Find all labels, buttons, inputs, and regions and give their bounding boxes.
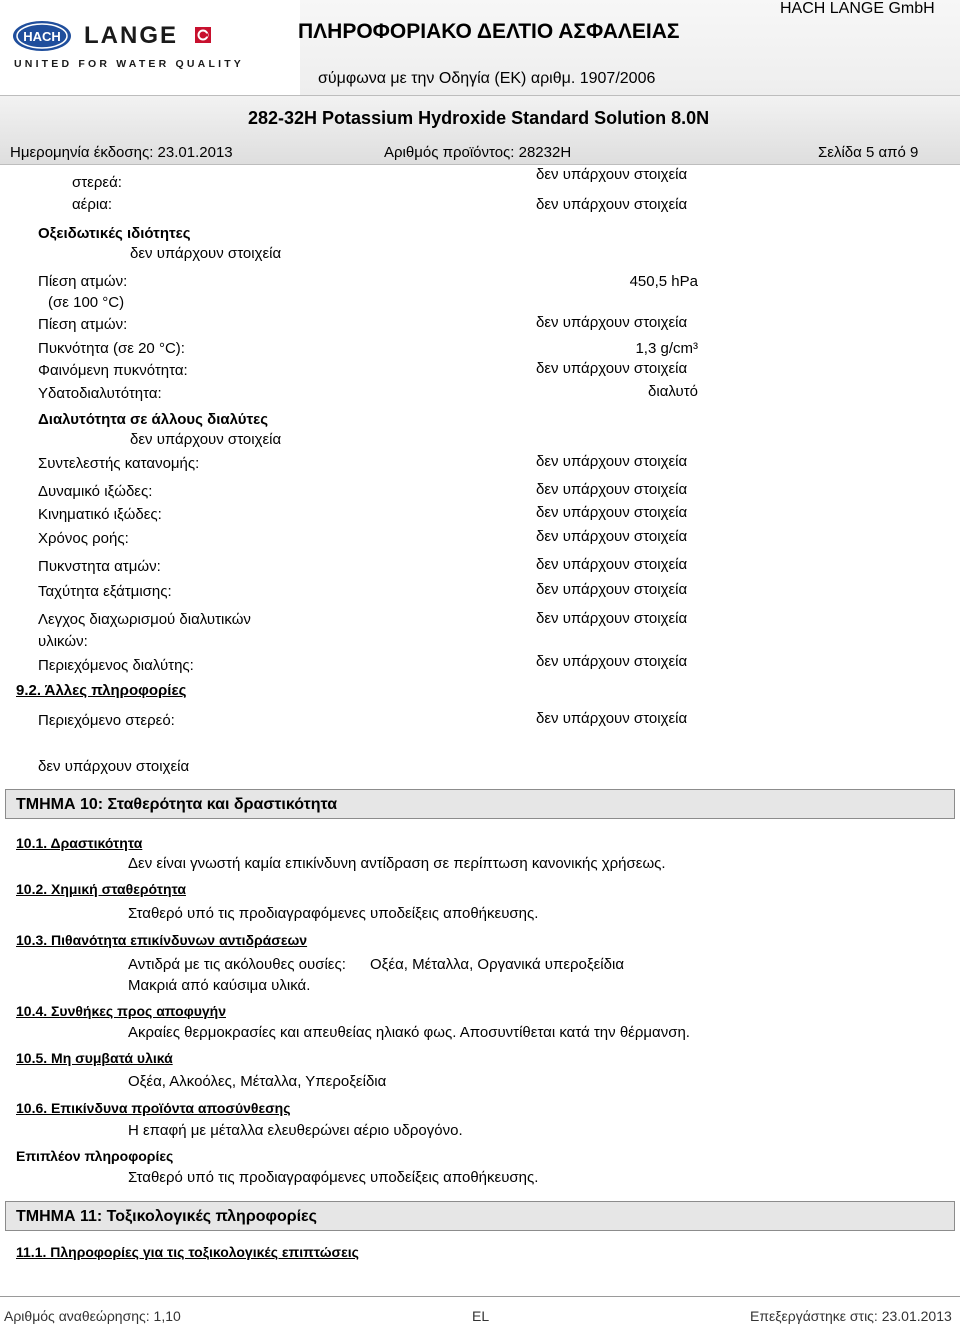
flow-time-label: Χρόνος ροής: — [38, 530, 129, 547]
bulk-density-value: δεν υπάρχουν στοιχεία — [536, 360, 688, 377]
solid-content-value: δεν υπάρχουν στοιχεία — [536, 710, 688, 727]
hach-logo-icon — [12, 20, 72, 52]
evaporation-rate-label: Ταχύτητα εξάτμισης: — [38, 583, 172, 600]
product-name: 282-32H Potassium Hydroxide Standard Solution 8.0N — [248, 108, 710, 128]
lange-mark-icon — [195, 27, 211, 43]
other-solvents-heading: Διαλυτότητα σε άλλους διαλύτες — [38, 411, 269, 428]
vapour-pressure-value: δεν υπάρχουν στοιχεία — [536, 314, 688, 331]
s10-more-text: Σταθερό υπό τις προδιαγραφόμενες υποδείξεις αποθήκευσης. — [128, 1169, 539, 1186]
s10-1-title: 10.1. Δραστικότητα — [16, 835, 143, 851]
s10-3-text-1: Αντιδρά με τις ακόλουθες ουσίες: — [128, 956, 346, 973]
vapour-density-label: Πυκνστητα ατμών: — [38, 558, 161, 575]
vapour-pressure-100-label: Πίεση ατμών: — [38, 273, 128, 290]
s10-6-title: 10.6. Επικίνδυνα προϊόντα αποσύνθεσης — [16, 1100, 291, 1116]
other-solvents-value: δεν υπάρχουν στοιχεία — [130, 431, 282, 448]
document-title: ΠΛΗΡΟΦΟΡΙΑΚΟ ΔΕΛΤΙΟ ΑΣΦΑΛΕΙΑΣ — [298, 20, 680, 43]
separation-test-label: Λεγχος διαχωρισμού διαλυτικών — [38, 611, 251, 628]
density-label: Πυκνότητα (σε 20 °C): — [38, 340, 185, 357]
evaporation-rate-value: δεν υπάρχουν στοιχεία — [536, 581, 688, 598]
page-number: Σελίδα 5 από 9 — [818, 144, 919, 161]
solids-value: δεν υπάρχουν στοιχεία — [536, 166, 688, 183]
bulk-density-label: Φαινόμενη πυκνότητα: — [38, 362, 188, 379]
solid-content-label: Περιεχόμενο στερεό: — [38, 712, 175, 729]
vapour-density-value: δεν υπάρχουν στοιχεία — [536, 556, 688, 573]
gases-value: δεν υπάρχουν στοιχεία — [536, 196, 688, 213]
hach-logo-text: HACH — [23, 29, 61, 44]
s10-5-title: 10.5. Μη συμβατά υλικά — [16, 1050, 173, 1066]
oxidizing-heading: Οξειδωτικές ιδιότητες — [38, 225, 191, 242]
partition-value: δεν υπάρχουν στοιχεία — [536, 453, 688, 470]
section-11-title: ΤΜΗΜΑ 11: Τοξικολογικές πληροφορίες — [16, 1208, 317, 1225]
separation-test-label-2: υλικών: — [38, 633, 88, 650]
vapour-pressure-100-sub: (σε 100 °C) — [48, 294, 125, 311]
solvent-content-label: Περιεχόμενος διαλύτης: — [38, 657, 194, 674]
logo-tagline: UNITED FOR WATER QUALITY — [14, 58, 245, 70]
processed-date: Επεξεργάστηκε στις: 23.01.2013 — [750, 1308, 952, 1324]
kinematic-viscosity-label: Κινηματικό ιξώδες: — [38, 506, 162, 523]
s10-2-text: Σταθερό υπό τις προδιαγραφόμενες υποδείξεις αποθήκευσης. — [128, 905, 539, 922]
s11-1-title: 11.1. Πληροφορίες για τις τοξικολογικές επιπτώσεις — [16, 1244, 359, 1260]
section-11-bar — [5, 1201, 955, 1231]
language-code: EL — [472, 1308, 490, 1324]
s10-6-text: Η επαφή με μέταλλα ελευθερώνει αέριο υδρογόνο. — [128, 1122, 463, 1139]
lange-logo-text: LANGE — [84, 22, 178, 49]
s10-2-title: 10.2. Χημική σταθερότητα — [16, 881, 186, 897]
s10-5-text: Οξέα, Αλκοόλες, Μέταλλα, Υπεροξείδια — [128, 1073, 387, 1090]
issue-date: Ημερομηνία έκδοσης: 23.01.2013 — [10, 144, 233, 161]
partition-label: Συντελεστής κατανομής: — [38, 455, 200, 472]
s10-3-text-2: Μακριά από καύσιμα υλικά. — [128, 977, 311, 994]
solvent-content-value: δεν υπάρχουν στοιχεία — [536, 653, 688, 670]
oxidizing-value: δεν υπάρχουν στοιχεία — [130, 245, 282, 262]
vapour-pressure-label: Πίεση ατμών: — [38, 316, 128, 333]
vapour-pressure-100-value: 450,5 hPa — [629, 273, 698, 290]
regulation-text: σύμφωνα με την Οδηγία (ΕΚ) αριθμ. 1907/2006 — [318, 70, 656, 87]
separation-test-value: δεν υπάρχουν στοιχεία — [536, 610, 688, 627]
revision-number: Αριθμός αναθεώρησης: 1,10 — [4, 1308, 181, 1324]
gases-label: αέρια: — [72, 196, 113, 213]
solids-label: στερεά: — [72, 174, 122, 191]
dynamic-viscosity-label: Δυναμικό ιξώδες: — [38, 483, 153, 500]
flow-time-value: δεν υπάρχουν στοιχεία — [536, 528, 688, 545]
section-10-bar — [5, 789, 955, 819]
s10-3-text-1b: Οξέα, Μέταλλα, Οργανικά υπεροξείδια — [370, 956, 624, 973]
s10-more-title: Επιπλέον πληροφορίες — [16, 1148, 174, 1164]
density-value: 1,3 g/cm³ — [635, 340, 698, 357]
s10-4-title: 10.4. Συνθήκες προς αποφυγήν — [16, 1003, 226, 1019]
company-name: HACH LANGE GmbH — [780, 0, 935, 17]
product-number: Αριθμός προϊόντος: 28232H — [384, 144, 572, 161]
other-info-value: δεν υπάρχουν στοιχεία — [38, 758, 190, 775]
dynamic-viscosity-value: δεν υπάρχουν στοιχεία — [536, 481, 688, 498]
other-info-heading: 9.2. Άλλες πληροφορίες — [16, 682, 187, 699]
water-solubility-label: Υδατοδιαλυτότητα: — [38, 385, 162, 402]
s10-3-title: 10.3. Πιθανότητα επικίνδυνων αντιδράσεων — [16, 932, 308, 948]
section-10-title: ΤΜΗΜΑ 10: Σταθερότητα και δραστικότητα — [16, 796, 338, 813]
s10-1-text: Δεν είναι γνωστή καμία επικίνδυνη αντίδραση σε περίπτωση κανονικής χρήσεως. — [128, 855, 666, 872]
footer-divider — [0, 1296, 960, 1297]
kinematic-viscosity-value: δεν υπάρχουν στοιχεία — [536, 504, 688, 521]
s10-4-text: Ακραίες θερμοκρασίες και απευθείας ηλιακό φως. Αποσυντίθεται κατά την θέρμανση. — [128, 1024, 690, 1041]
water-solubility-value: διαλυτό — [648, 383, 698, 400]
